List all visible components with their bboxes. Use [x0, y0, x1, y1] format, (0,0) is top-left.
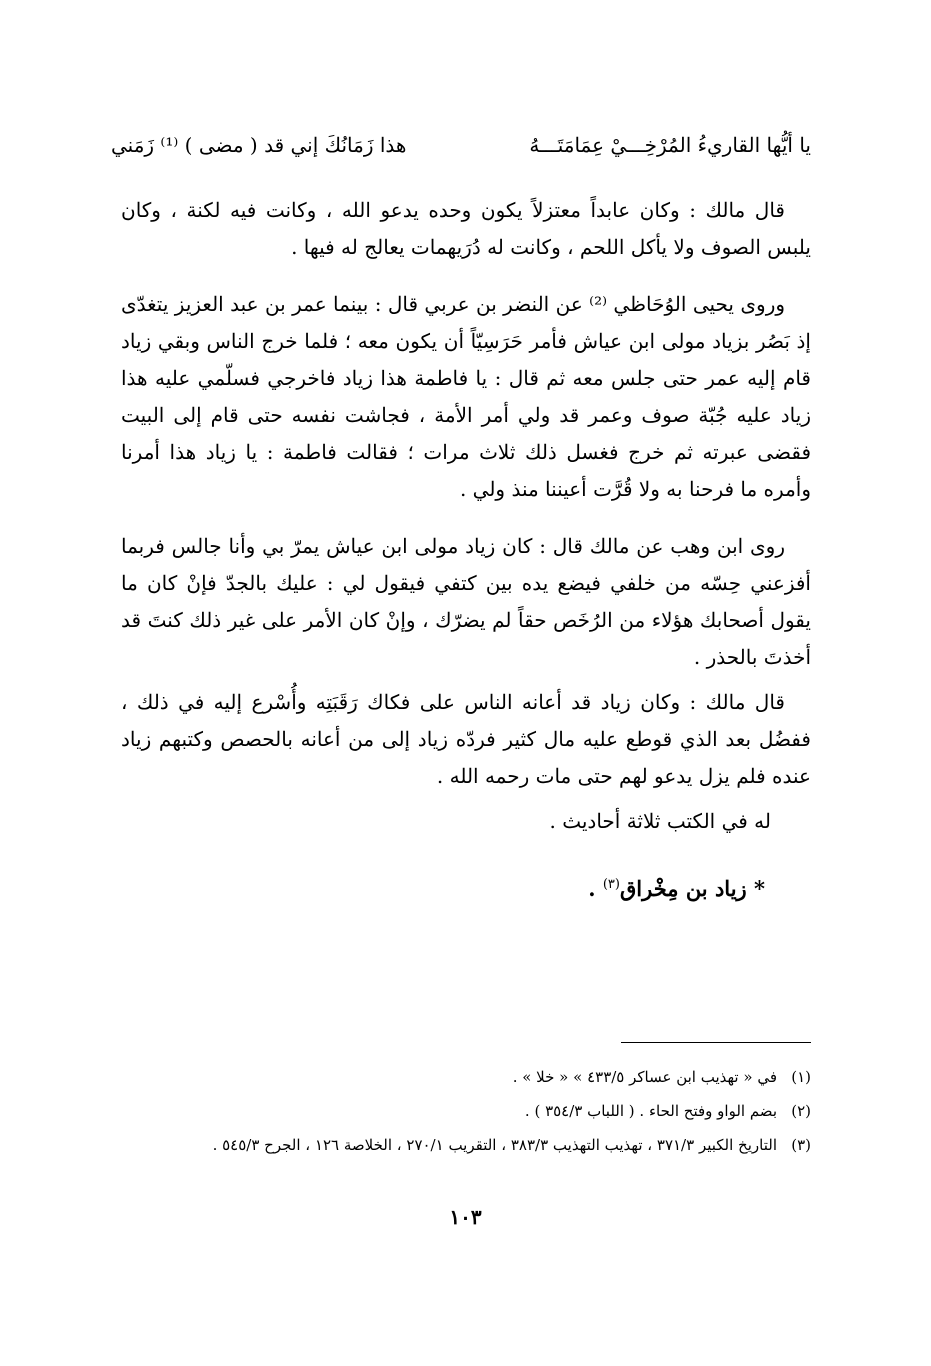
- footnotes: [121, 1060, 811, 1162]
- footnote-divider: [621, 1042, 811, 1043]
- poetry-verse: [111, 128, 811, 162]
- footnote: [121, 1128, 811, 1162]
- footnote-number: (٢): [791, 1102, 811, 1120]
- page-number: ١٠٣: [449, 1205, 482, 1229]
- paragraph: روى ابن وهب عن مالك قال : كان زياد مولى ابن عياش يمرّ بي وأنا جالس فربما أفزعني حِسّه من خلفي فيضع يده بين كتفي فيقول لي : عليك بالجدّ فإنْ كان ما يقول أصحابك هؤلاء من الرُخَص حقاً لم يضرّك ، وإنْ كان الأمر على غير ذلك كنتَ قد أخذتَ بالحذر .: [121, 534, 811, 669]
- footnote-text: التاريخ الكبير ٣٧١/٣ ، تهذيب التهذيب ٣٨٣/٣ ، التقريب ٢٧٠/١ ، الخلاصة ١٢٦ ، الجرح ٥٤٥/٣ .: [212, 1136, 777, 1154]
- entry-heading-tail: .: [588, 876, 603, 901]
- verse-second-hemistich: هذا زَمَانُكَ إني قد ( مضى ) ⁽¹⁾ زَمَني: [111, 133, 407, 157]
- footnote: [121, 1060, 811, 1094]
- paragraph: له في الكتب ثلاثة أحاديث .: [549, 809, 771, 833]
- verse-first-hemistich: يا أيُّها القاريءُ المُرْخِـــيْ عِمَامَتَـــهُ: [529, 133, 811, 157]
- entry-heading-text: * زياد بن مِخْراق: [619, 876, 765, 901]
- paragraph: قال مالك : وكان زياد قد أعانه الناس على فكاك رَقَبَتِه وأُسْرع إليه في ذلك ، ففضُل بعد الذي قوطع عليه مال كثير فردّه زياد إلى من أعانه بالحصص وكتبهم زياد عنده فلم يزل يدعو لهم حتى مات رحمه الله .: [121, 690, 811, 788]
- paragraph: قال مالك : وكان عابداً معتزلاً يكون وحده يدعو الله ، وكانت فيه لكنة ، وكان يلبس الصوف ولا يأكل اللحم ، وكانت له دُرَيهمات يعالج له فيها .: [121, 198, 811, 259]
- footnote: [121, 1094, 811, 1128]
- footnote-text: بضم الواو وفتح الحاء . ( اللباب ٣٥٤/٣ ) .: [524, 1102, 777, 1120]
- main-text: [121, 192, 811, 907]
- footnote-text: في « تهذيب ابن عساكر ٤٣٣/٥ » « خلا » .: [512, 1068, 777, 1086]
- paragraph: وروى يحيى الوُحَاظي ⁽²⁾ عن النضر بن عربي قال : بينما عمر بن عبد العزيز يتغدّى إذ بَصُر بزياد مولى ابن عياش فأمر حَرَسِيّاً أن يكون معه ؛ فلما خرج الناس وبقي زياد قام إليه عمر حتى جلس معه ثم قال : يا فاطمة هذا زياد فاخرجي فسلّمي عليه هذا زياد عليه جُبّة صوف وعمر قد ولي أمر الأمة ، فجاشت نفسه حتى قام إلى البيت فقضى عبرته ثم خرج فغسل ذلك ثلاث مرات ؛ فقالت فاطمة : يا زياد هذا أمرنا وأمره ما فرحنا به ولا قُرَّت أعيننا منذ ولي .: [121, 292, 811, 501]
- footnote-number: (٣): [791, 1136, 811, 1154]
- footnote-number: (١): [791, 1068, 811, 1086]
- footnote-ref: (٣): [602, 877, 620, 892]
- entry-heading: [121, 866, 765, 907]
